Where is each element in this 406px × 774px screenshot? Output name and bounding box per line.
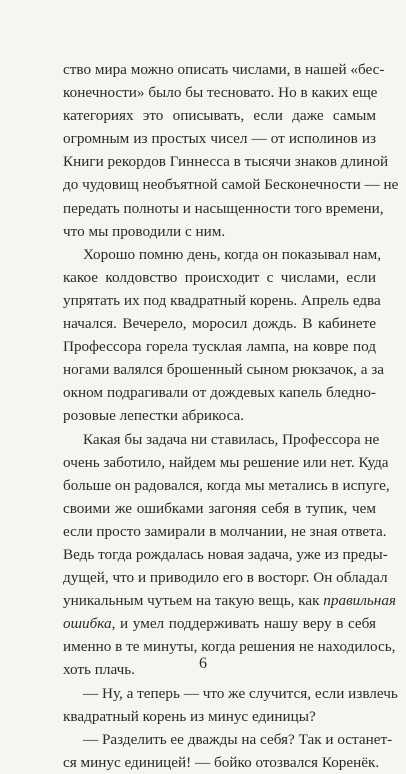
text-line: упрятать их под квадратный корень. Апрель едва bbox=[63, 291, 381, 309]
text-line: розовые лепестки абрикоса. bbox=[63, 407, 245, 425]
text-line: если просто замирали в молчании, не зная ответа. bbox=[63, 522, 387, 540]
text-line: Какая бы задача ни ставилась, Профессора не bbox=[83, 430, 380, 448]
text-line: дущей, что и приводило его в восторг. Он обладал bbox=[63, 569, 388, 587]
text-line: очень заботило, найдем мы решение или нет. Куда bbox=[63, 453, 389, 471]
text-line: начался. Вечерело, моросил дождь. В кабинете bbox=[63, 315, 376, 333]
text-line: конечности» было бы тесновато. Но в каких еще bbox=[63, 84, 378, 102]
text-line: что мы проводили с ним. bbox=[63, 222, 226, 240]
text-line: ногами валялся брошенный сыном рюкзачок, а за bbox=[63, 361, 384, 379]
text-line: своими же ошибками загоняя себя в тупик, чем bbox=[63, 499, 376, 517]
text-line: передать полноты и насыщенности того времени, bbox=[63, 199, 384, 217]
italic-term: ошибка bbox=[63, 615, 112, 633]
text-line: квадратный корень из минус единицы? bbox=[63, 707, 316, 725]
paragraph-2 bbox=[63, 243, 384, 428]
paragraph-1 bbox=[63, 58, 399, 243]
text-line: Хорошо помню день, когда он показывал нам, bbox=[83, 245, 382, 263]
text-line: категориях это описывать, если даже самым bbox=[63, 107, 376, 125]
text-line: ство мира можно описать числами, в нашей «бес- bbox=[63, 61, 385, 78]
paragraph-3 bbox=[63, 428, 396, 682]
paragraph-4 bbox=[63, 682, 398, 728]
text-line: — Разделить ее дважды на себя? Так и останет- bbox=[83, 730, 393, 748]
text-line: Ведь тогда рождалась новая задача, уже из преды- bbox=[63, 545, 388, 563]
text-line: огромным из простых чисел — от исполинов из bbox=[63, 130, 376, 148]
text-fragment: , и умел поддерживать нашу веру в себя bbox=[111, 615, 376, 633]
text-line: до чудовищ необъятной самой Бесконечности — не bbox=[63, 176, 399, 194]
text-line: окном подрагивали от дождевых капель бледно- bbox=[63, 384, 376, 402]
text-line: хоть плачь. bbox=[63, 661, 135, 679]
text-line bbox=[63, 589, 396, 612]
text-line bbox=[63, 612, 376, 635]
text-line: Книги рекордов Гиннесса в тысячи знаков длиной bbox=[63, 153, 389, 171]
text-line: ся минус единицей! — бойко отозвался Коренёк. bbox=[63, 753, 380, 771]
text-line: Профессора горела тусклая лампа, на ковре под bbox=[63, 338, 376, 356]
text-line: именно в те минуты, когда решения не находилось, bbox=[63, 638, 396, 656]
text-line: — Ну, а теперь — что же случится, если извлечь bbox=[83, 684, 398, 702]
italic-term: правильная bbox=[323, 592, 396, 610]
page-number: 6 bbox=[199, 655, 207, 672]
text-line: больше он радовался, когда мы метались в испуге, bbox=[63, 476, 390, 494]
text-fragment: уникальным чутьем на такую вещь, как bbox=[63, 592, 320, 610]
paragraph-5 bbox=[63, 728, 393, 774]
text-line: какое колдовство происходит с числами, если bbox=[63, 268, 376, 286]
